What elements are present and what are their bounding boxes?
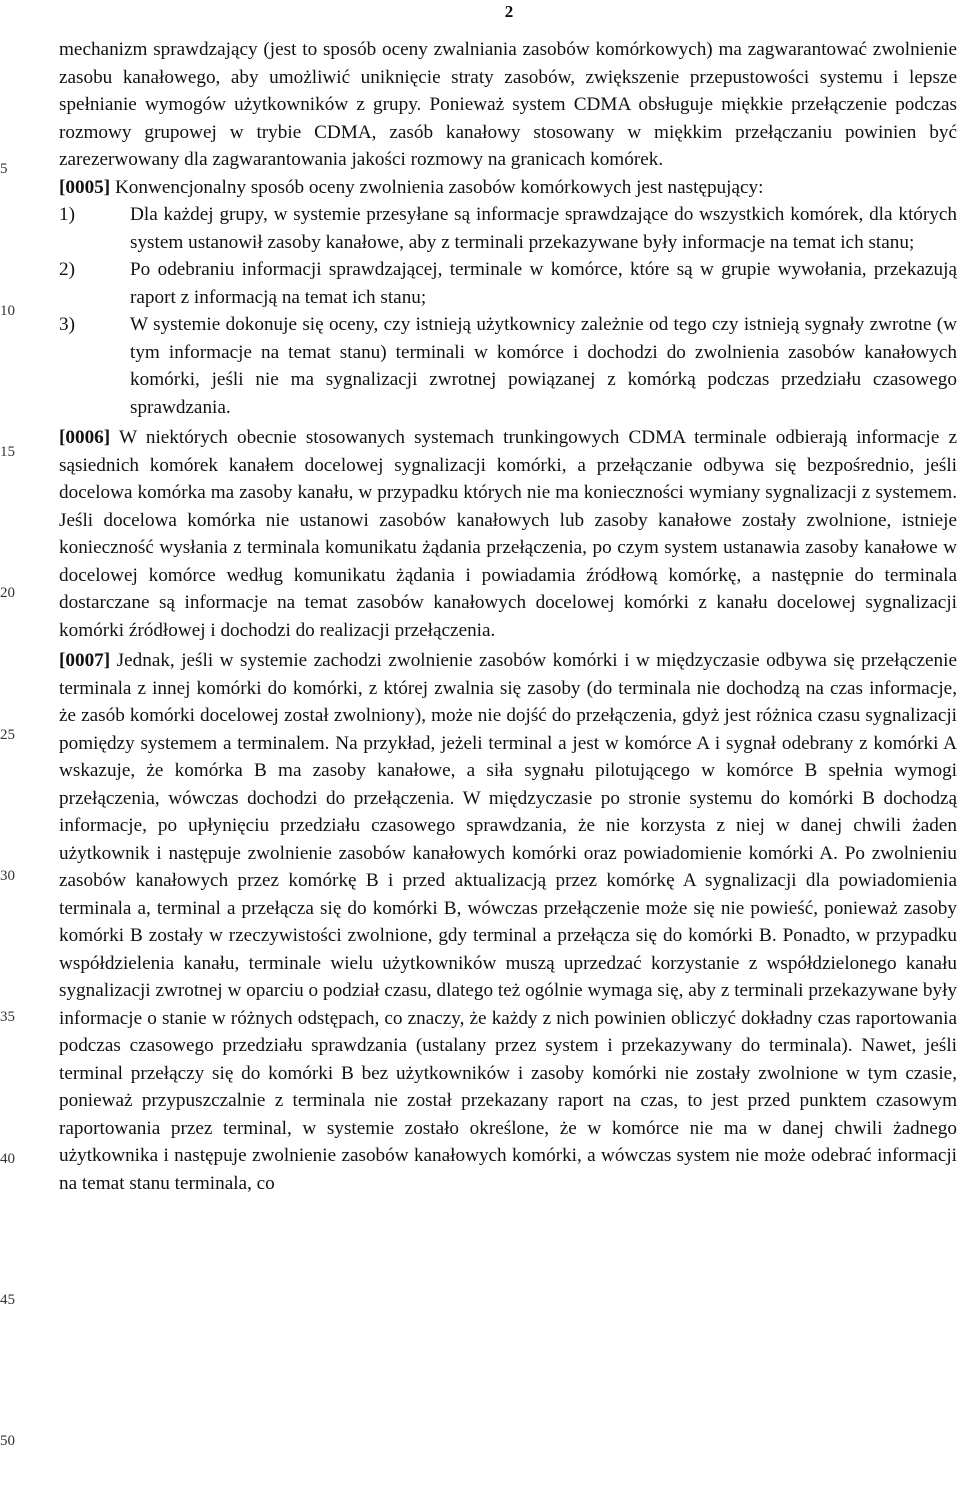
line-number: 25 [0,727,15,743]
line-number: 35 [0,1009,15,1025]
paragraph-0006 [59,424,957,644]
line-number: 30 [0,868,15,884]
paragraph-text: W niektórych obecnie stosowanych systemach trunkingowych CDMA terminale odbierają informacje z sąsiednich komórek kanałem docelowej sygnalizacji komórki, a przełączanie odbywa się bezpośrednio, jeśli docelowa komórka ma zasoby kanału, w przypadku których nie ma konieczności wymiany sygnalizacji z systemem. Jeśli docelowa komórka nie ustanowi zasobów kanałowych lub zasoby kanałowe zostały zwolnione, istnieje konieczność wysłania z terminala komunikatu żądania przełączenia, po czym system ustanawia zasoby kanałowe w docelowej komórce według komunikatu żądania i powiadamia źródłową komórkę, a następnie do terminala dostarczane są informacje na temat zasobów kanałowych docelowej komórki z kanału docelowej sygnalizacji komórki źródłowej i dochodzi do realizacji przełączenia. [59,427,957,641]
list-marker: 1) [59,204,75,225]
paragraph-tag: [0006] [59,427,111,448]
paragraph-text: Jednak, jeśli w systemie zachodzi zwolnienie zasobów komórki i w międzyczasie odbywa się przełączenie terminala z innej komórki do komórki, z której zwalnia się zasoby (do terminala nie dochodzą na czas informacje, że zasób komórki docelowej został zwolniony), może nie dojść do przełączenia, gdyż jest różnica czasu sygnalizacji pomiędzy systemem a terminalem. Na przykład, jeżeli terminal a jest w komórce A i sygnał odebrany z komórki A wskazuje, że komórka B ma zasoby kanałowe, a siła sygnału pilotującego w komórce B spełnia wymogi przełączenia, wówczas dochodzi do przełączenia. W międzyczasie po stronie systemu do komórki B dochodzą informacje, po upłynięciu przedziału czasowego sprawdzania, że nie korzysta z niej w danej chwili żaden użytkownik i następuje zwolnienie zasobów kanałowych komórki oraz powiadomienie komórki A. Po zwolnieniu zasobów kanałowych przez komórkę B i przed aktualizacją przez komórkę A sygnalizacji dla powiadomienia terminala a, terminal a przełącza się do komórki B, wówczas przełączenie może się nie powieść, ponieważ zasoby komórki B zostały w rzeczywistości zwolnione, gdy terminal a przełącza się do komórki B. Ponadto, w przypadku współdzielenia kanału, terminale wielu użytkowników muszą uprzedzać korzystanie z współdzielonego kanału sygnalizacji zwrotnej w oparciu o podział czasu, dlatego też ogólnie wymaga się, aby z terminali przekazywane były informacje o stanie w różnych odstępach, co znaczy, że każdy z nich powinien obliczyć dokładny czas raportowania podczas czasowego przedziału sprawdzania (ustalany przez system i przekazywany do terminala). Nawet, jeśli terminal przełączy się do komórki B bez użytkowników i zasoby komórki nie zostały zwolnione w tym czasie, ponieważ przypuszczalnie z terminala nie został przekazany raport na czas, to jest przed punktem czasowym raportowania przez terminal, w systemie zostało określone, że w komórce nie ma w danej chwili żadnego użytkownika i następuje zwolnienie zasobów kanałowych komórki, a wówczas system nie może odebrać informacji na temat stanu terminala, co [59,650,957,1194]
list-marker: 3) [59,314,75,335]
line-number: 15 [0,444,15,460]
document-body [59,36,957,1197]
paragraph-0005 [59,174,957,202]
list-item [59,311,957,421]
paragraph-text: Konwencjonalny sposób oceny zwolnienia zasobów komórkowych jest następujący: [110,176,764,198]
line-number-gutter [0,0,40,1511]
paragraph-tag: [0005] [59,176,111,198]
list-item [59,201,957,256]
paragraph-tag: [0007] [59,650,111,671]
line-number: 40 [0,1151,15,1167]
line-number: 45 [0,1292,15,1308]
line-number: 50 [0,1433,15,1449]
paragraph-0007 [59,647,957,1197]
list-item-text: Dla każdej grupy, w systemie przesyłane są informacje sprawdzające do wszystkich komórek, dla których system ustanowił zasoby kanałowe, aby z terminali przekazywane były informacje na temat ich stanu; [130,204,957,253]
list-item-text: W systemie dokonuje się oceny, czy istnieją użytkownicy zależnie od tego czy istnieją sygnały zwrotne (w tym informacje na temat stanu) terminali w komórce i dochodzi do zwolnienia zasobów kanałowych komórki, jeśli nie ma sygnalizacji zwrotnej powiązanej z komórką podczas przedziału czasowego sprawdzania. [130,314,957,418]
list-marker: 2) [59,259,75,280]
line-number: 5 [0,161,8,177]
intro-paragraph: mechanizm sprawdzający (jest to sposób oceny zwalniania zasobów komórkowych) ma zagwarantować zwolnienie zasobu kanałowego, aby umożliwić uniknięcie straty zasobów, zwiększenie przepustowości systemu i lepsze spełnianie wymogów użytkowników z grupy. Ponieważ system CDMA obsługuje miękkie przełączenie podczas rozmowy grupowej w trybie CDMA, zasób kanałowy stosowany w miękkim przełączaniu powinien być zarezerwowany dla zagwarantowania jakości rozmowy na granicach komórek. [59,39,957,170]
line-number: 20 [0,585,15,601]
page-number: 2 [504,2,514,21]
list-item [59,256,957,311]
numbered-list [59,201,957,421]
list-item-text: Po odebraniu informacji sprawdzającej, terminale w komórce, które są w grupie wywołania, przekazują raport z informacją na temat ich stanu; [130,259,957,308]
line-number: 10 [0,303,15,319]
